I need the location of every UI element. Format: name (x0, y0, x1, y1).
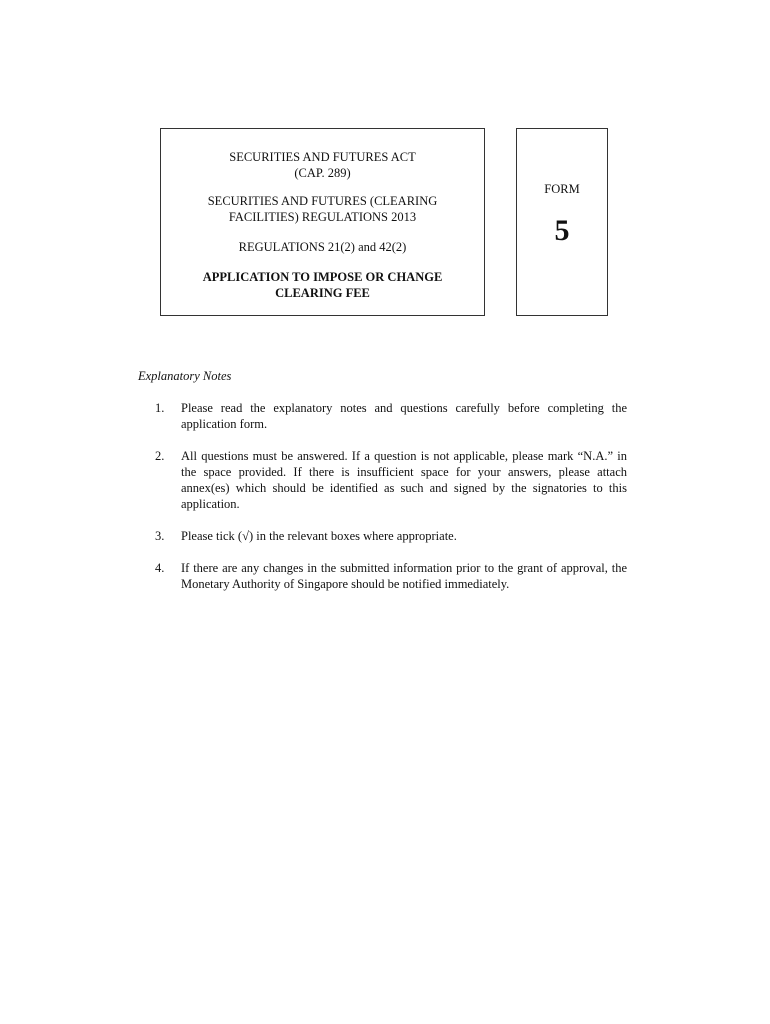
regulations-name-line2: FACILITIES) REGULATIONS 2013 (228, 210, 417, 224)
note-item (155, 448, 627, 512)
note-item (155, 528, 627, 544)
note-number: 2. (155, 449, 165, 463)
note-item (155, 400, 627, 432)
form-title-box (160, 128, 485, 316)
act-chapter: (CAP. 289) (294, 166, 351, 180)
act-name: SECURITIES AND FUTURES ACT (229, 150, 416, 164)
regulation-numbers: REGULATIONS 21(2) and 42(2) (238, 240, 407, 254)
note-number: 3. (155, 529, 165, 543)
application-title-line2: CLEARING FEE (275, 286, 370, 300)
explanatory-notes-heading: Explanatory Notes (138, 369, 232, 383)
note-text: Please read the explanatory notes and questions carefully before completing the application form. (181, 401, 627, 431)
note-number: 4. (155, 561, 165, 575)
regulations-name-line1: SECURITIES AND FUTURES (CLEARING (207, 194, 438, 208)
note-text: Please tick (√) in the relevant boxes where appropriate. (181, 529, 457, 543)
form-number: 5 (554, 214, 570, 247)
form-number-box (516, 128, 608, 316)
note-number: 1. (155, 401, 165, 415)
note-text: If there are any changes in the submitted information prior to the grant of approval, the Monetary Authority of Singapore should be notified immediately. (181, 561, 627, 591)
act-citation (161, 149, 484, 181)
application-title (161, 269, 484, 301)
application-title-line1: APPLICATION TO IMPOSE OR CHANGE (202, 270, 443, 284)
form-label: FORM (544, 182, 580, 196)
explanatory-notes-list (155, 400, 627, 608)
note-text: All questions must be answered. If a question is not applicable, please mark “N.A.” in the space provided. If there is insufficient space for your answers, please attach annex(es) which should be identified as such and signed by the signatories to this application. (181, 449, 627, 511)
note-item (155, 560, 627, 592)
regulations-citation (161, 193, 484, 225)
